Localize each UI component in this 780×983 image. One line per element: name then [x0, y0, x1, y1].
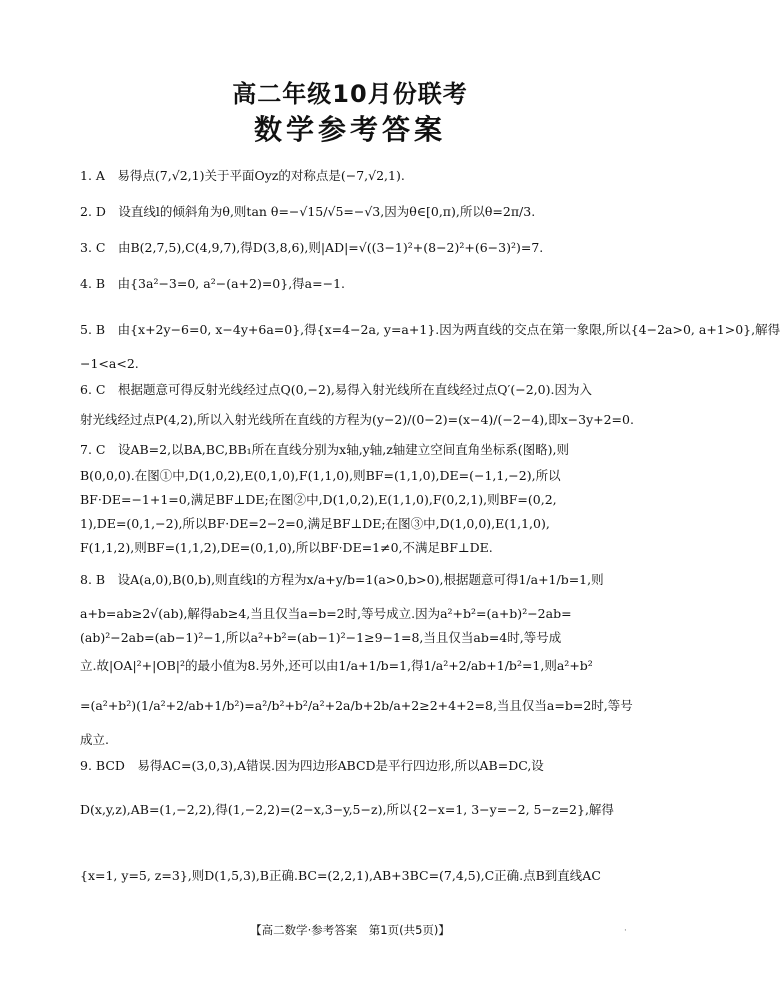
page-title: 高二年级10月份联考 — [232, 80, 468, 108]
text-line: 6. C 根据题意可得反射光线经过点Q(0,−2),易得入射光线所在直线经过点Q′(−2,0).因为入 — [80, 382, 592, 397]
text-line: BF·DE=−1+1=0,满足BF⊥DE;在图②中,D(1,0,2),E(1,1,0),F(0,2,1),则BF=(0,2, — [80, 492, 557, 507]
text-line: =(a²+b²)(1/a²+2/ab+1/b²)=a²/b²+b²/a²+2a/b+2b/a+2≥2+4+2=8,当且仅当a=b=2时,等号 — [80, 698, 633, 713]
page-subtitle: 数学参考答案 — [253, 113, 446, 146]
text-line: 7. C 设AB=2,以BA,BC,BB₁所在直线分别为x轴,y轴,z轴建立空间直角坐标系(图略),则 — [80, 442, 570, 457]
page-footer: 【高二数学·参考答案 第1页(共5页)】 — [250, 923, 450, 937]
text-line: 成立. — [80, 732, 109, 747]
text-line: F(1,1,2),则BF=(1,1,2),DE=(0,1,0),所以BF·DE=1≠0,不满足BF⊥DE. — [80, 540, 493, 555]
text-line: {x=1, y=5, z=3},则D(1,5,3),B正确.BC=(2,2,1),AB+3BC=(7,4,5),C正确.点B到直线AC — [80, 868, 601, 883]
text-line: 5. B 由{x+2y−6=0, x−4y+6a=0},得{x=4−2a, y=a+1}.因为两直线的交点在第一象限,所以{4−2a>0, a+1>0},解得 — [80, 322, 780, 337]
text-line: (ab)²−2ab=(ab−1)²−1,所以a²+b²=(ab−1)²−1≥9−1=8,当且仅当ab=4时,等号成 — [80, 630, 562, 645]
text-line: 9. BCD 易得AC=(3,0,3),A错误.因为四边形ABCD是平行四边形,所以AB=DC,设 — [80, 758, 544, 773]
text-line: 3. C 由B(2,7,5),C(4,9,7),得D(3,8,6),则|AD|=√((3−1)²+(8−2)²+(6−3)²)=7. — [80, 240, 544, 255]
text-line: −1<a<2. — [80, 356, 139, 371]
text-line: a+b=ab≥2√(ab),解得ab≥4,当且仅当a=b=2时,等号成立.因为a²+b²=(a+b)²−2ab= — [80, 606, 572, 621]
corner-mark: · — [624, 926, 627, 936]
text-line: 2. D 设直线l的倾斜角为θ,则tan θ=−√15/√5=−√3,因为θ∈[0,π),所以θ=2π/3. — [80, 204, 536, 219]
text-line: 立.故|OA|²+|OB|²的最小值为8.另外,还可以由1/a+1/b=1,得1/a²+2/ab+1/b²=1,则a²+b² — [80, 658, 593, 673]
text-line: 8. B 设A(a,0),B(0,b),则直线l的方程为x/a+y/b=1(a>0,b>0),根据题意可得1/a+1/b=1,则 — [80, 572, 604, 587]
text-line: 1. A 易得点(7,√2,1)关于平面Oyz的对称点是(−7,√2,1). — [80, 168, 405, 183]
text-line: 射光线经过点P(4,2),所以入射光线所在直线的方程为(y−2)/(0−2)=(x−4)/(−2−4),即x−3y+2=0. — [80, 412, 634, 427]
text-line: D(x,y,z),AB=(1,−2,2),得(1,−2,2)=(2−x,3−y,5−z),所以{2−x=1, 3−y=−2, 5−z=2},解得 — [80, 802, 614, 817]
text-line: 4. B 由{3a²−3=0, a²−(a+2)=0},得a=−1. — [80, 276, 346, 291]
text-line: B(0,0,0).在图①中,D(1,0,2),E(0,1,0),F(1,1,0),则BF=(1,1,0),DE=(−1,1,−2),所以 — [80, 468, 561, 483]
text-line: 1),DE=(0,1,−2),所以BF·DE=2−2=0,满足BF⊥DE;在图③中,D(1,0,0),E(1,1,0), — [80, 516, 550, 531]
